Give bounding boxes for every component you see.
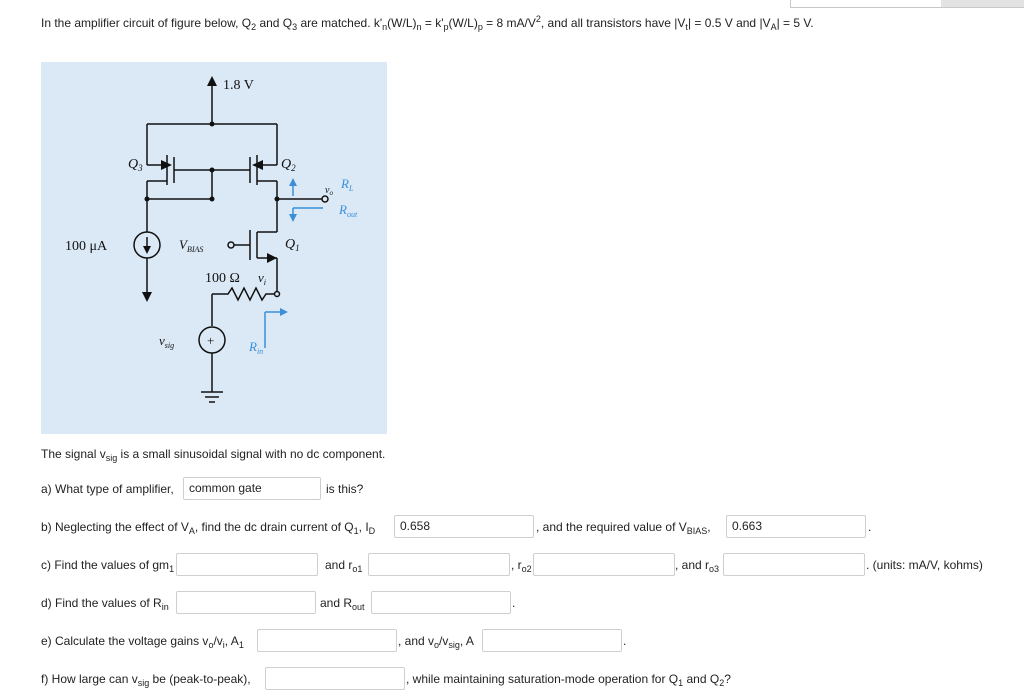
qe-text: , A [459,634,474,648]
qb-text: , I [358,520,369,534]
vsig-label: $v_{sig}$ [159,333,175,350]
drain-current-input[interactable]: 0.658 [394,515,534,538]
qc-sub: o2 [521,564,532,574]
ro1-input[interactable] [368,553,510,576]
qe-text: e) Calculate the voltage gains v [41,634,209,648]
intro-sub: p [477,22,483,32]
question-a-label: a) What type of amplifier, [41,482,174,496]
supply-label: 1.8 V [223,78,254,93]
intro-text: | = 5 V. [776,16,814,30]
rin-label: $R_{in}$ [249,339,264,356]
note-text: is a small sinusoidal signal with no dc component. [117,447,386,461]
gain-a-input[interactable] [482,629,622,652]
ro3-input[interactable] [723,553,865,576]
qf-text: be (peak-to-peak), [149,672,251,686]
vbias-label: $V_{BIAS}$ [179,237,204,254]
top-scroll-thumb [941,0,1024,7]
qf-sub: 1 [678,678,684,688]
qc-text: c) Find the values of gm [41,558,170,572]
qe-sub: o [434,640,440,650]
intro-sup: 2 [535,14,541,24]
qb-text: , and the required value of V [536,520,687,534]
question-b-label [41,520,375,534]
intro-sub: n [416,22,422,32]
qe-sub: sig [448,640,460,650]
signal-note [41,447,385,461]
qf-text: ? [724,672,731,686]
problem-statement [41,16,814,30]
qe-text: /v [213,634,223,648]
qf-sub: sig [137,678,150,688]
intro-text: = 8 mA/V [482,16,536,30]
qb-sub: A [188,526,195,536]
qb-text: b) Neglecting the effect of V [41,520,189,534]
question-f-end [406,672,731,686]
circuit-diagram [41,62,387,434]
intro-text: | = 0.5 V and |V [687,16,771,30]
intro-text: = k' [421,16,444,30]
circuit-figure [41,62,387,434]
question-c-label [41,558,174,572]
ro2-input[interactable] [533,553,675,576]
intro-text: In the amplifier circuit of figure below, Q [41,16,252,30]
intro-sub: n [382,22,388,32]
qb-text: , find the dc drain current of Q [194,520,354,534]
vbias-input[interactable]: 0.663 [726,515,866,538]
qd-sub: out [352,602,365,612]
vsig-max-input[interactable] [265,667,405,690]
q2-label: $Q_2$ [281,157,296,173]
vo-label: $v_o$ [325,185,333,197]
intro-sub: t [685,22,688,32]
rout-input[interactable] [371,591,511,614]
gm1-input[interactable] [176,553,318,576]
qc-text: , and r [675,558,710,572]
qe-sub: 1 [238,640,244,650]
vi-label: $v_i$ [258,270,267,287]
q1-label: $Q_1$ [285,237,300,253]
question-c-units: . (units: mA/V, kohms) [866,558,983,572]
question-d-label [41,596,169,610]
question-e-label [41,634,244,648]
intro-sub: 3 [292,22,298,32]
question-e-middle [398,634,474,648]
source-plus-label: + [207,333,215,348]
question-e-end: . [623,634,627,648]
question-c-ro1-label [325,558,362,572]
qd-sub: in [161,602,169,612]
question-d-end: . [512,596,516,610]
intro-sub: 2 [251,22,257,32]
qb-text: , [707,520,711,534]
qe-text: , and v [398,634,435,648]
question-b-middle [536,520,711,534]
qc-text: , r [511,558,522,572]
rout-label: $R_{out}$ [339,202,358,219]
intro-text: (W/L) [387,16,417,30]
question-b-end: . [868,520,872,534]
qb-sub: BIAS [686,526,708,536]
qd-text: and R [320,596,353,610]
qc-sub: o1 [352,564,363,574]
qf-text: and Q [683,672,720,686]
question-a-suffix: is this? [326,482,364,496]
intro-sub: p [443,22,449,32]
question-f-label [41,672,251,686]
qc-text: and r [325,558,353,572]
note-sub: sig [105,453,118,463]
rin-input[interactable] [176,591,316,614]
amplifier-type-input[interactable]: common gate [183,477,321,500]
qf-text: f) How large can v [41,672,138,686]
q3-label: $Q_3$ [128,157,143,173]
qb-sub: 1 [353,526,359,536]
top-scroll-edge [790,0,1024,8]
qf-sub: 2 [719,678,725,688]
rl-label: $R_L$ [341,176,354,193]
intro-text: (W/L) [448,16,478,30]
note-text: The signal v [41,447,106,461]
intro-text: and Q [256,16,293,30]
qe-text: /v [439,634,449,648]
intro-text: are matched. k' [297,16,383,30]
qe-sub: i [222,640,225,650]
gain-a1-input[interactable] [257,629,397,652]
qf-text: , while maintaining saturation-mode operation for Q [406,672,679,686]
intro-text: , and all transistors have |V [540,16,686,30]
intro-sub: A [770,22,777,32]
qe-text: , A [224,634,239,648]
resistor-label: 100 Ω [205,271,240,286]
qb-sub: D [368,526,376,536]
question-d-rout-label [320,596,365,610]
qd-text: d) Find the values of R [41,596,162,610]
current-source-label: 100 μA [65,239,108,254]
qc-sub: o3 [709,564,720,574]
qe-sub: o [208,640,214,650]
question-c-ro3-label [675,558,719,572]
question-c-ro2-label [511,558,532,572]
qc-sub: 1 [169,564,175,574]
